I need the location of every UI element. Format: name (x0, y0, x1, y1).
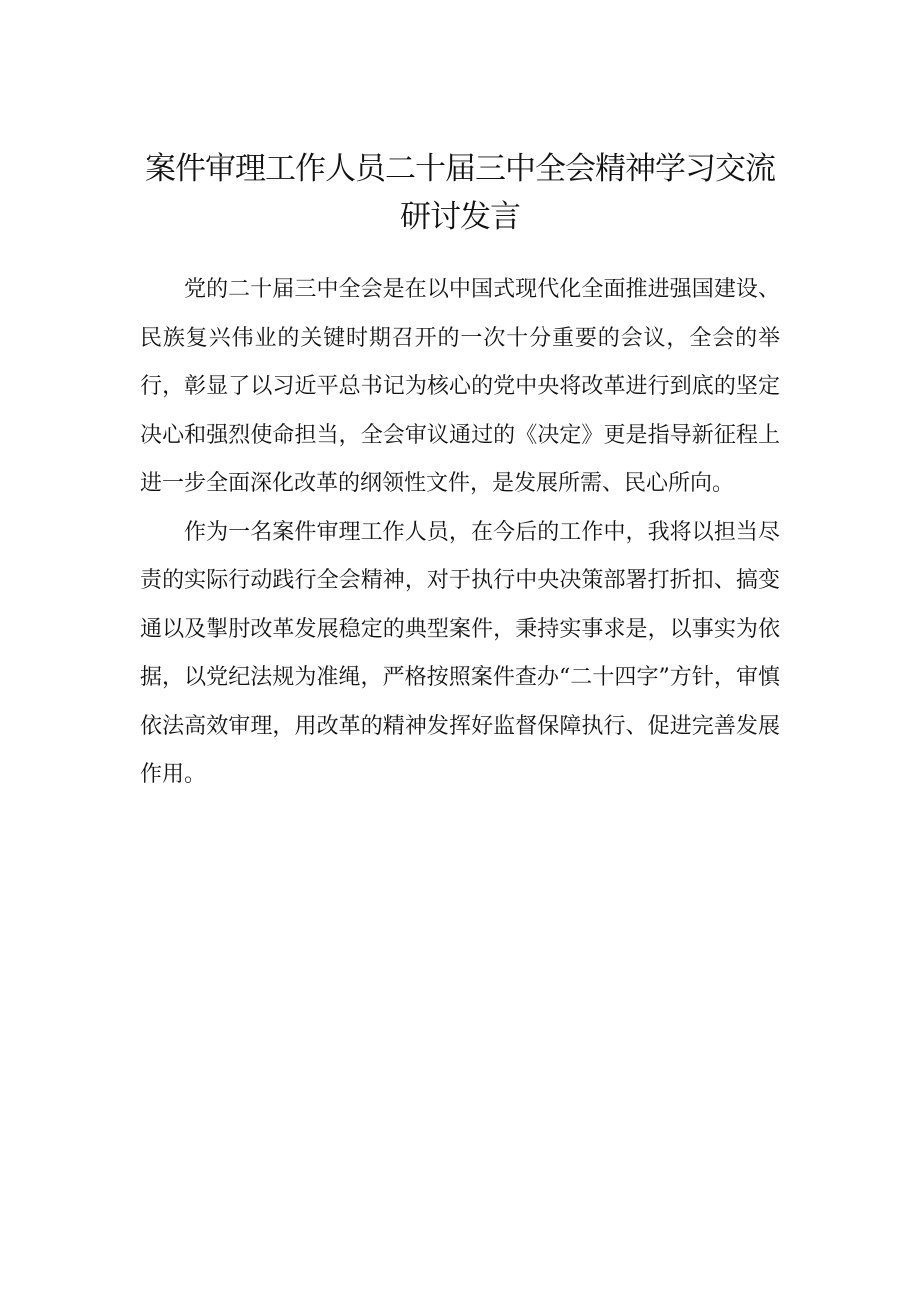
paragraph-2: 作为一名案件审理工作人员，在今后的工作中，我将以担当尽责的实际行动践行全会精神，对于执行中央决策部署打折扣、搞变通以及掣肘改革发展稳定的典型案件，秉持实事求是，以事实为依据，以党纪法规为准绳，严格按照案件查办“二十四字”方针，审慎依法高效审理，用改革的精神发挥好监督保障执行、促进完善发展作用。 (140, 519, 780, 787)
paragraph-1: 党的二十届三中全会是在以中国式现代化全面推进强国建设、民族复兴伟业的关键时期召开的一次十分重要的会议，全会的举行，彰显了以习近平总书记为核心的党中央将改革进行到底的坚定决心和强烈使命担当，全会审议通过的《决定》更是指导新征程上进一步全面深化改革的纲领性文件，是发展所需、民心所向。 (140, 277, 780, 496)
document-body (140, 266, 780, 800)
document-title: 案件审理工作人员二十届三中全会精神学习交流研讨发言 (145, 151, 775, 235)
